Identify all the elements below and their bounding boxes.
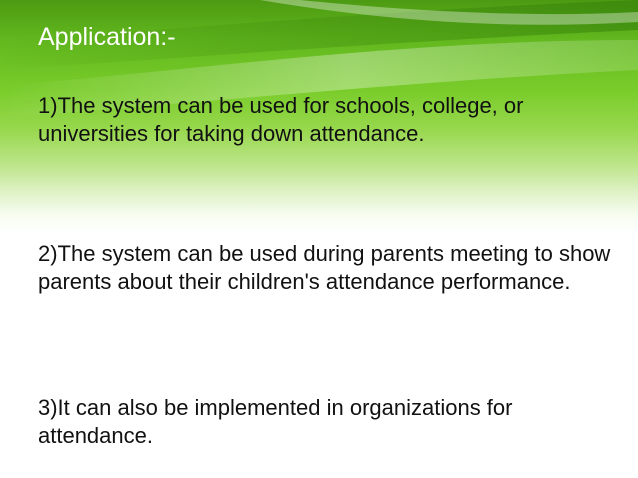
- slide-title: Application:-: [38, 23, 176, 51]
- point-1: 1)The system can be used for schools, college, or universities for taking down attendance.: [38, 93, 524, 146]
- point-2: 2)The system can be used during parents meeting to show parents about their children's attendance performance.: [38, 241, 611, 294]
- point-3: 3)It can also be implemented in organizations for attendance.: [38, 395, 513, 448]
